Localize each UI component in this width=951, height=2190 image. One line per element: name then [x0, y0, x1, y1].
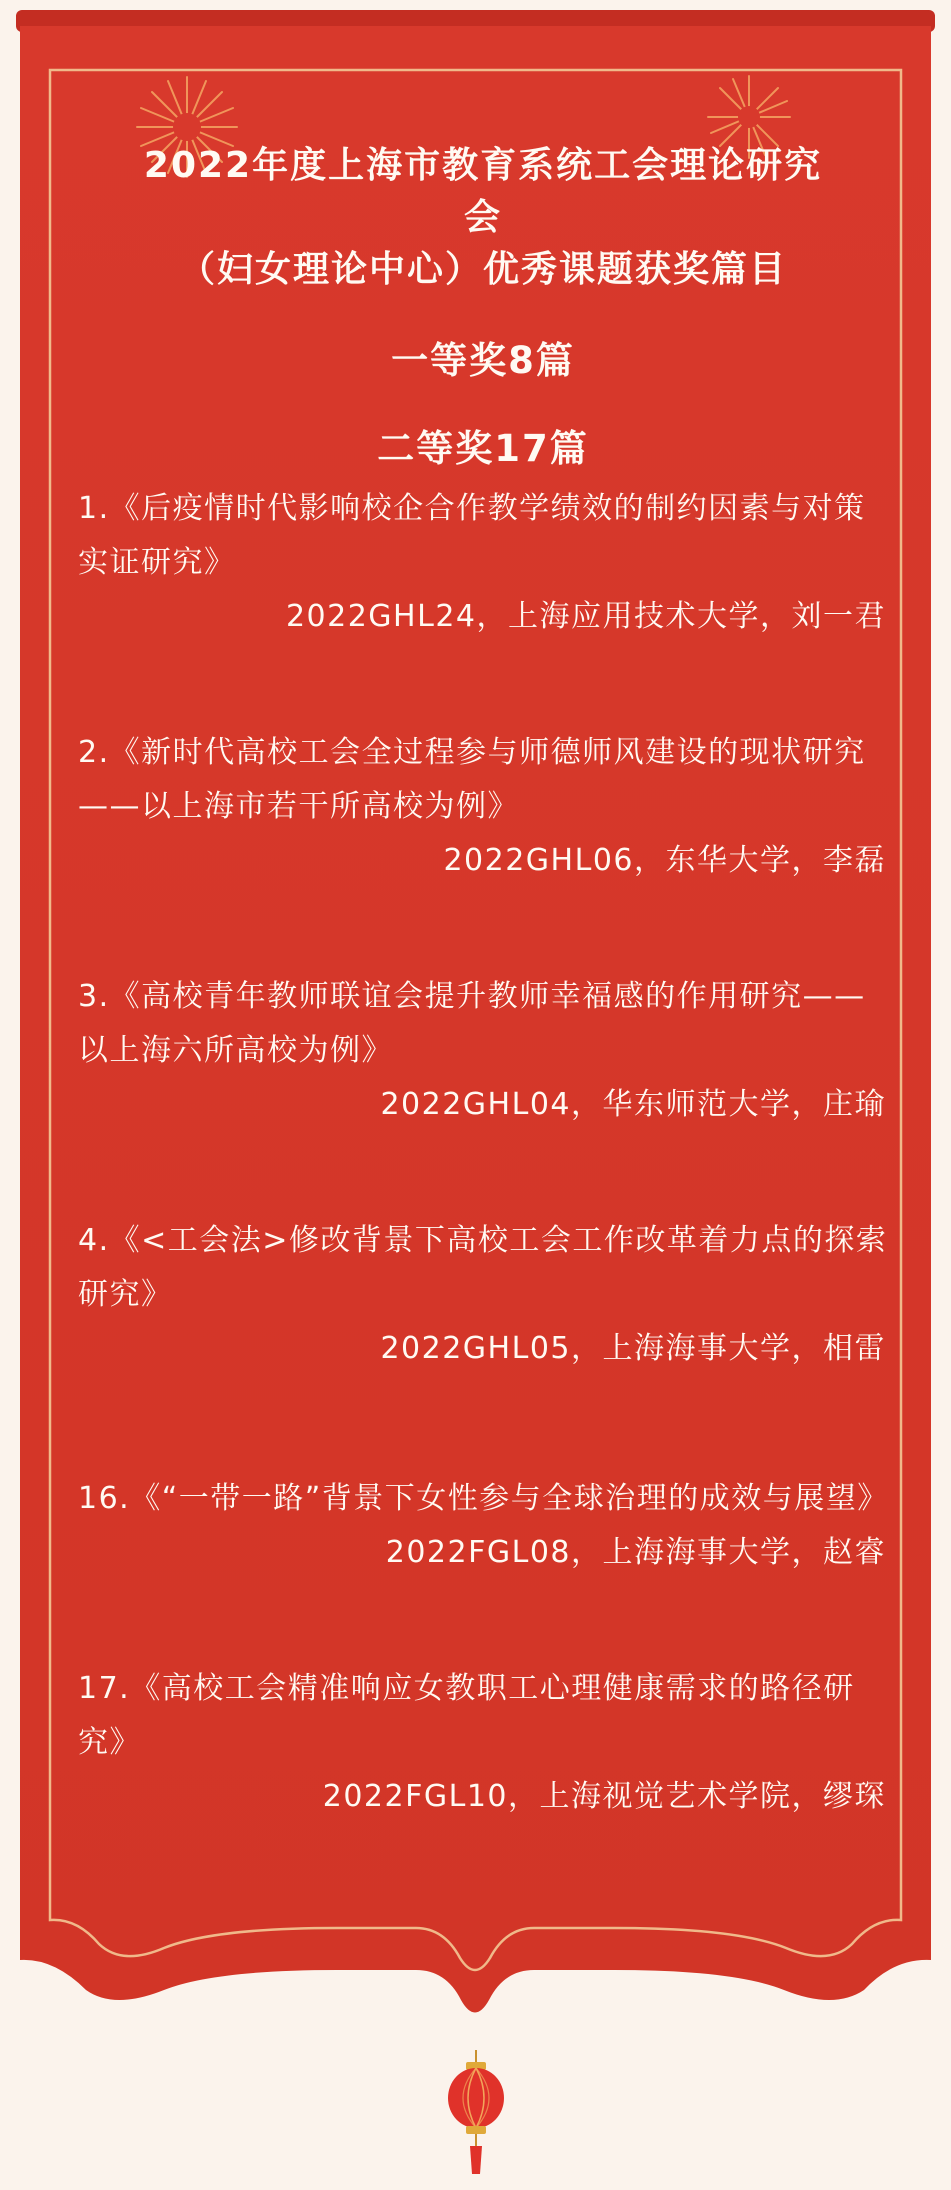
award-list	[78, 482, 888, 1824]
list-item	[78, 1662, 888, 1824]
entry-meta: 2022GHL05，上海海事大学，相雷	[380, 1331, 886, 1366]
entry-title: 4.《<工会法>修改背景下高校工会工作改革着力点的探索研究》	[78, 1223, 888, 1312]
entry-title: 3.《高校青年教师联谊会提升教师幸福感的作用研究——以上海六所高校为例》	[78, 979, 866, 1068]
entry-meta: 2022GHL04，华东师范大学，庄瑜	[380, 1087, 886, 1122]
page-title	[78, 140, 888, 296]
entry-title: 1.《后疫情时代影响校企合作教学绩效的制约因素与对策实证研究》	[78, 491, 866, 580]
title-line-1: 2022年度上海市教育系统工会理论研究	[143, 145, 823, 186]
entry-meta: 2022GHL06，东华大学，李磊	[443, 843, 886, 878]
entry-meta: 2022FGL10，上海视觉艺术学院，缪琛	[322, 1779, 886, 1814]
entry-title: 16.《“一带一路”背景下女性参与全球治理的成效与展望》	[78, 1481, 889, 1516]
title-line-2: 会	[463, 197, 502, 238]
first-prize-heading: 一等奖8篇	[391, 339, 575, 382]
entry-title: 2.《新时代高校工会全过程参与师德师风建设的现状研究——以上海市若干所高校为例》	[78, 735, 866, 824]
lantern-icon	[444, 2050, 508, 2180]
list-item	[78, 970, 888, 1132]
red-banner	[14, 0, 937, 2040]
list-item	[78, 482, 888, 644]
title-line-3: （妇女理论中心）优秀课题获奖篇目	[178, 249, 787, 290]
entry-meta: 2022FGL08，上海海事大学，赵睿	[385, 1535, 886, 1570]
entry-meta: 2022GHL24，上海应用技术大学，刘一君	[285, 599, 886, 634]
content	[78, 140, 888, 1824]
entry-title: 17.《高校工会精准响应女教职工心理健康需求的路径研究》	[78, 1671, 855, 1760]
second-prize-heading: 二等奖17篇	[377, 427, 589, 470]
list-item	[78, 726, 888, 888]
list-item	[78, 1472, 888, 1580]
list-item	[78, 1214, 888, 1376]
